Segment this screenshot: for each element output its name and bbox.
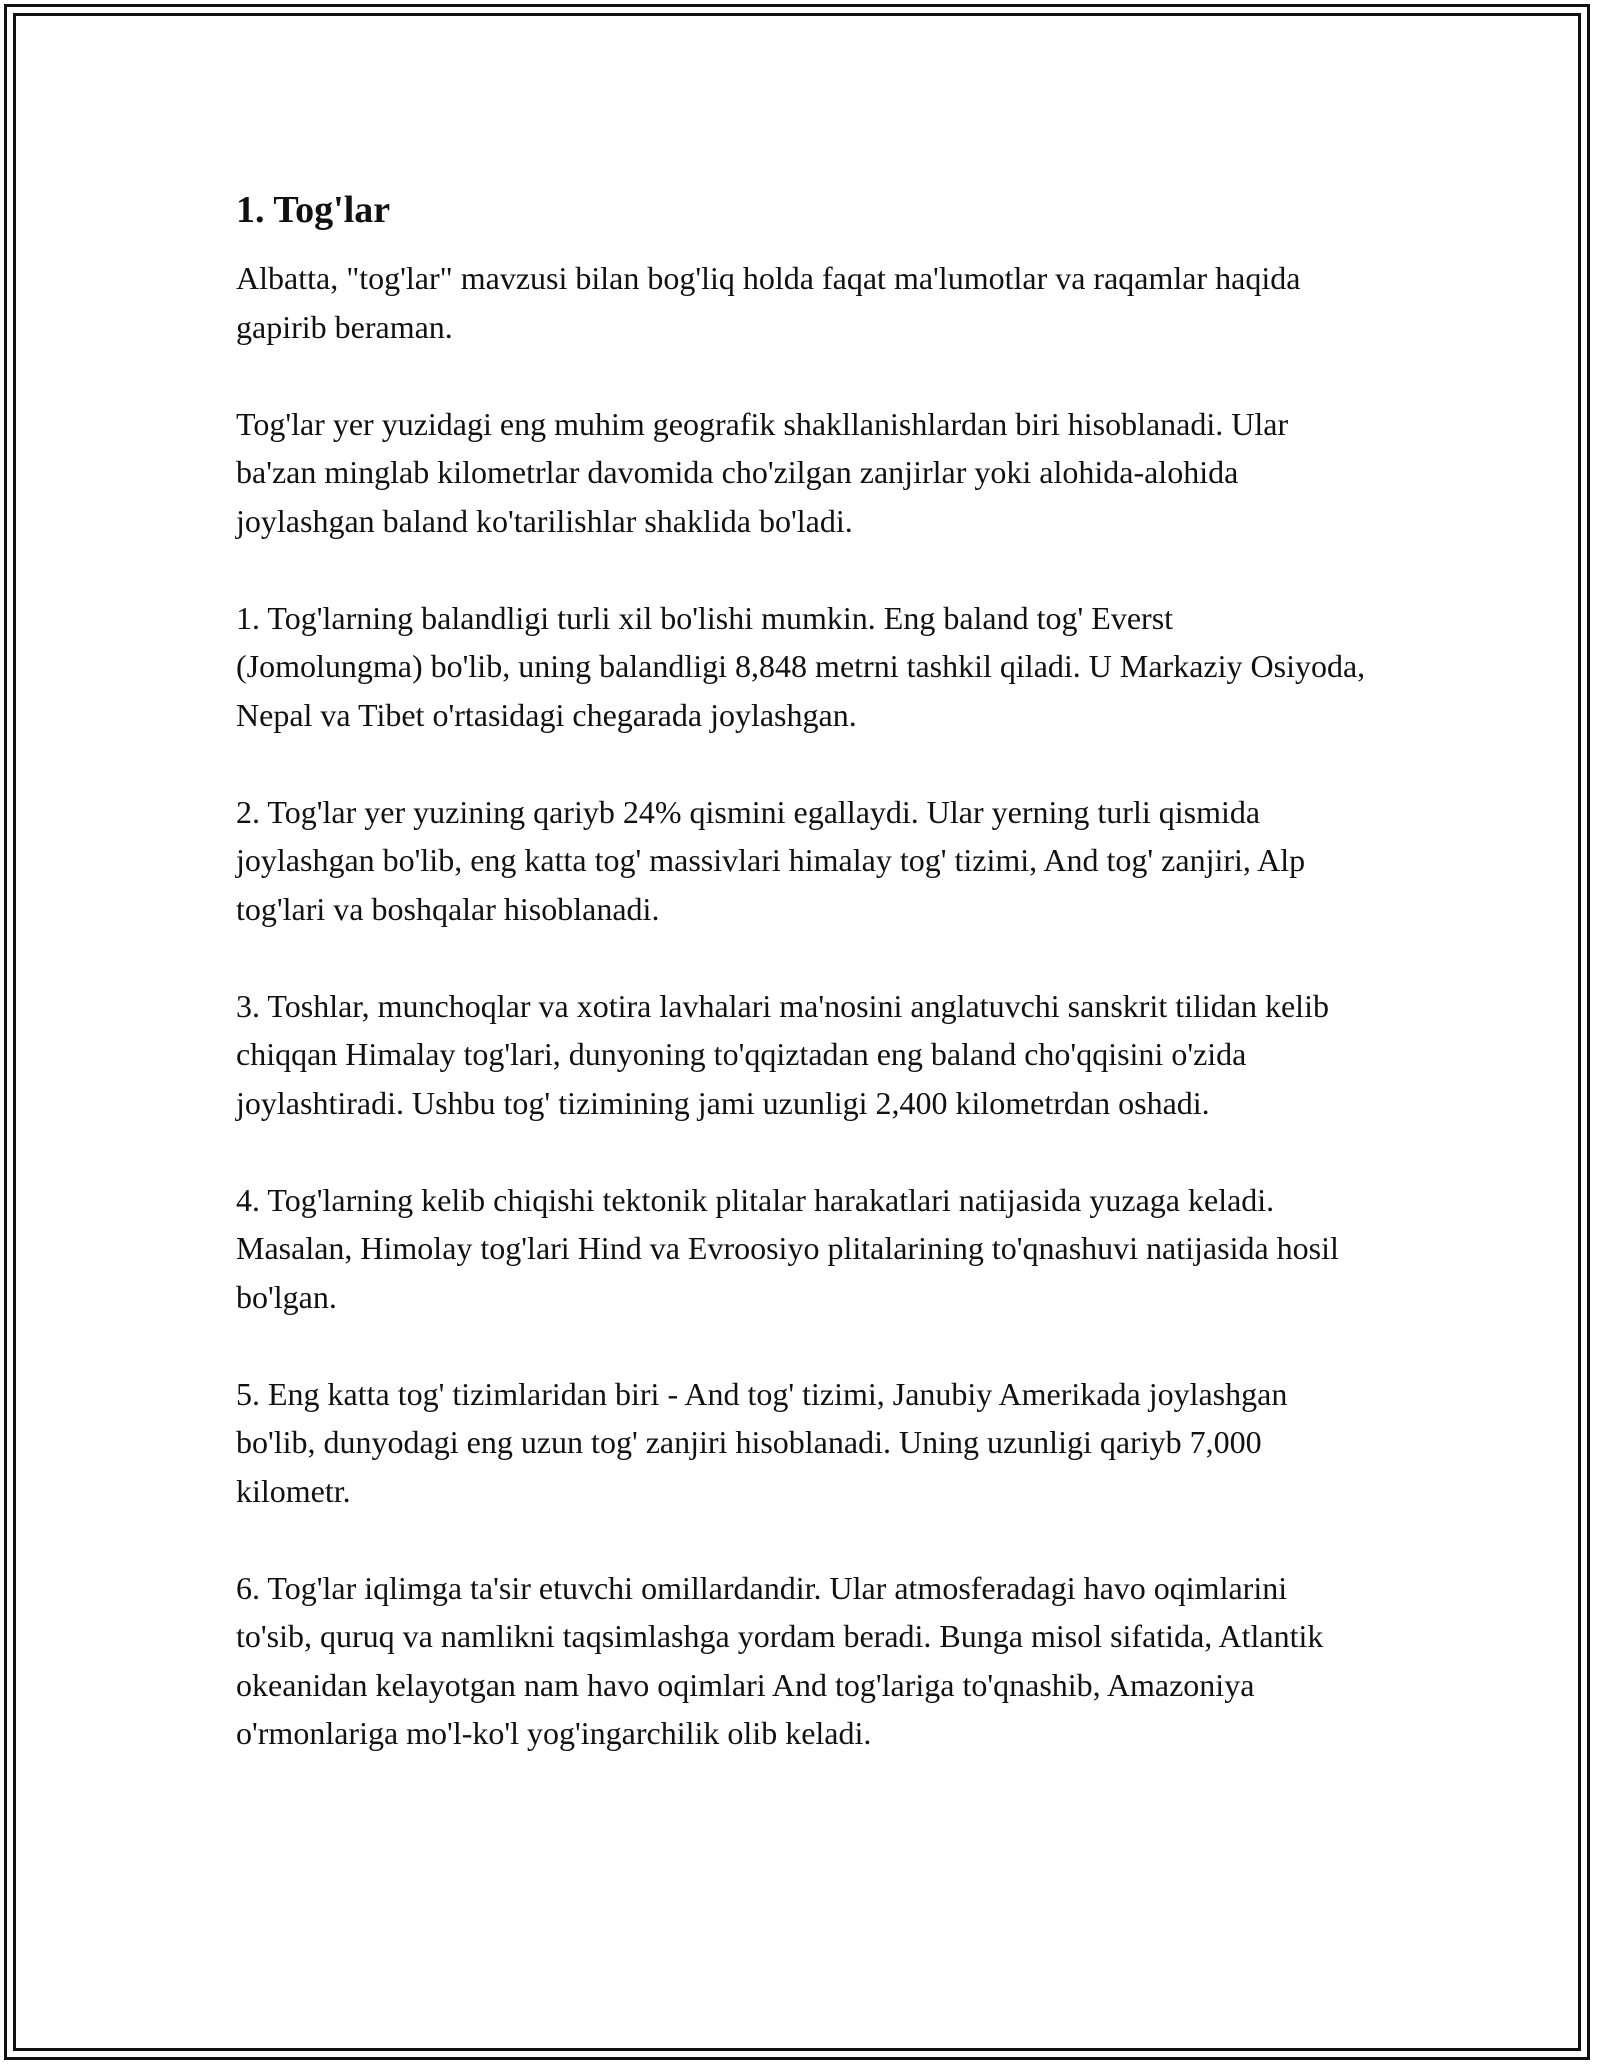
paragraph-point-1: 1. Tog'larning balandligi turli xil bo'lishi mumkin. Eng baland tog' Everst (Jomolungma) bo'lib, uning balandligi 8,848 metrni tashkil qiladi. U Markaziy Osiyoda, Nepal va Tibet o'rtasidagi chegarada joylashgan. (236, 599, 1366, 733)
paragraph-intro: Albatta, "tog'lar" mavzusi bilan bog'liq holda faqat ma'lumotlar va raqamlar haqida gapirib beraman. (236, 260, 1301, 345)
paragraph-point-6: 6. Tog'lar iqlimga ta'sir etuvchi omillardandir. Ular atmosferadagi havo oqimlarini to'sib, quruq va namlikni taqsimlashga yordam beradi. Bunga misol sifatida, Atlantik okeanidan kelayotgan nam havo oqimlari And tog'lariga to'qnashib, Amazoniya o'rmonlariga mo'l-ko'l yog'ingarchilik olib keladi. (236, 1569, 1324, 1751)
paragraph-point-4: 4. Tog'larning kelib chiqishi tektonik plitalar harakatlari natijasida yuzaga keladi. Masalan, Himolay tog'lari Hind va Evroosiyo plitalarining to'qnashuvi natijasida hosil bo'lgan. (236, 1181, 1339, 1315)
paragraph-point-5: 5. Eng katta tog' tizimlaridan biri - And tog' tizimi, Janubiy Amerikada joylashgan bo'lib, dunyodagi eng uzun tog' zanjiri hisoblanadi. Uning uzunligi qariyb 7,000 kilometr. (236, 1375, 1288, 1509)
paragraph-point-2: 2. Tog'lar yer yuzining qariyb 24% qismini egallaydi. Ular yerning turli qismida joylashgan bo'lib, eng katta tog' massivlari himalay tog' tizimi, And tog' zanjiri, Alp tog'lari va boshqalar hisoblanadi. (236, 793, 1306, 927)
document-title: 1. Tog'lar (236, 189, 391, 231)
paragraph-overview: Tog'lar yer yuzidagi eng muhim geografik shakllanishlardan biri hisoblanadi. Ular ba'zan minglab kilometrlar davomida cho'zilgan zanjirlar yoki alohida-alohida joylashgan baland ko'tarilishlar shaklida bo'ladi. (236, 405, 1289, 539)
document-body (236, 186, 1366, 1758)
paragraph-point-3: 3. Toshlar, munchoqlar va xotira lavhalari ma'nosini anglatuvchi sanskrit tilidan kelib chiqqan Himalay tog'lari, dunyoning to'qqiztadan eng baland cho'qqisini o'zida joylashtiradi. Ushbu tog' tizimining jami uzunligi 2,400 kilometrdan oshadi. (236, 987, 1329, 1121)
